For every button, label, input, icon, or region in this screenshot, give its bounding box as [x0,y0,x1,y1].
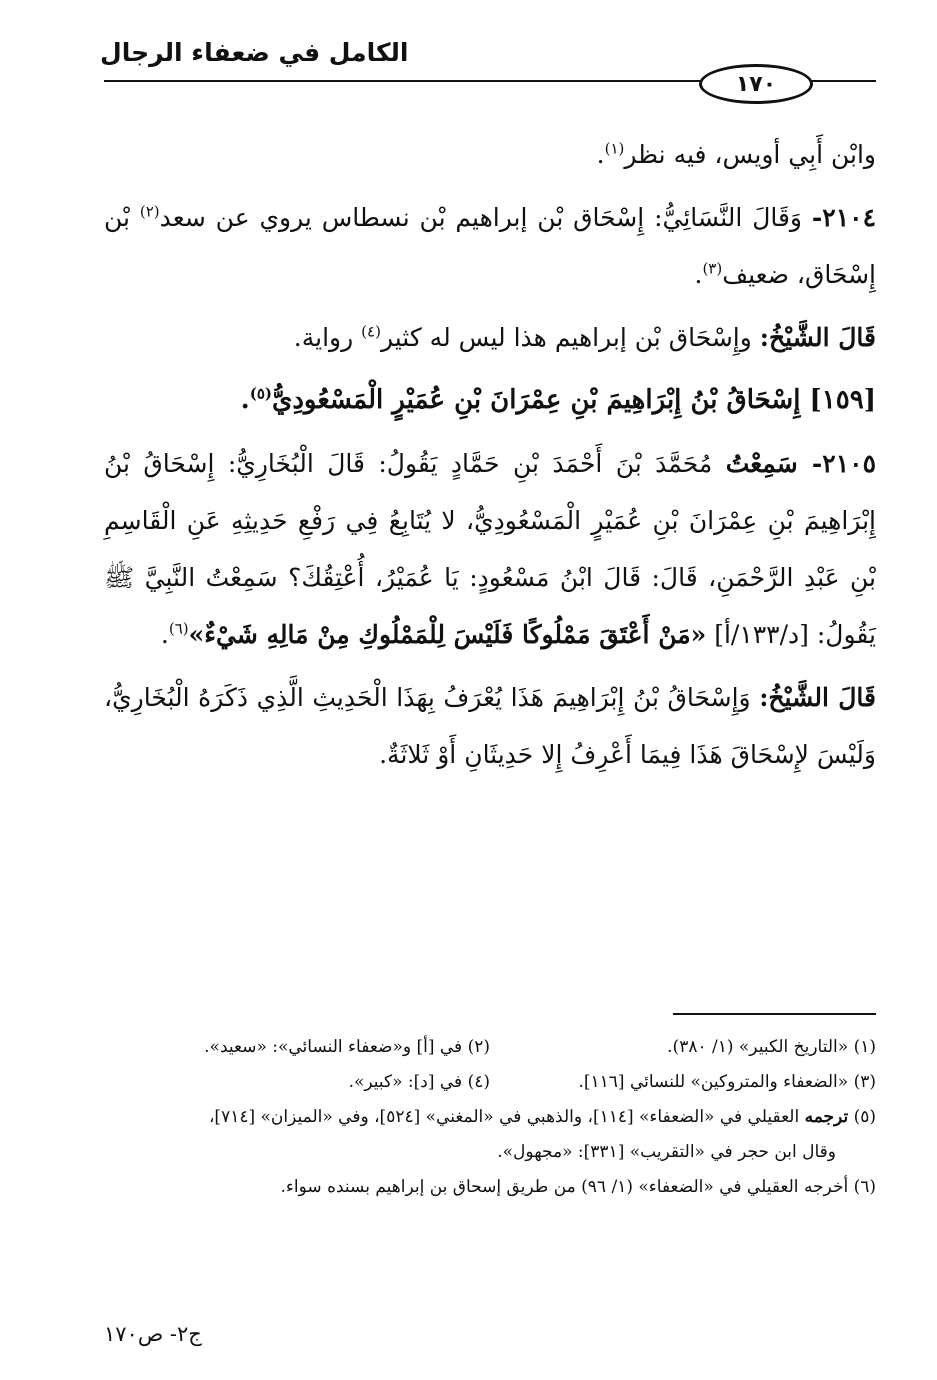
footnote-ref-3: (٣) [702,259,723,278]
entry-number-2105: ٢١٠٥- [811,449,876,478]
footnote-5 [104,1100,876,1135]
heading-text: [١٥٩] إِسْحَاقُ بْنُ إِبْرَاهِيمَ بْنِ عِمْرَانَ بْنِ عُمَيْرٍ الْمَسْعُودِيُّ [271,385,876,415]
footnote-text: العقيلي في «الضعفاء» [١١٤]، والذهبي في «المغني» [٥٢٤]، وفي «الميزان» [٧١٤]، [208,1107,805,1127]
paragraph-1 [104,126,876,183]
footnote-ref-4: (٤) [361,322,381,341]
page-number: ١٧٠ [699,64,813,104]
footnote-separator [673,1013,876,1015]
paragraph-text: رواية. [293,323,362,352]
paragraph-end: . [160,620,169,649]
main-text [104,126,876,783]
hadith-text: «مَنْ أَعْتَقَ مَمْلُوكًا فَلَيْسَ لِلْمَمْلُوكِ مِنْ مَالِهِ شَيْءٌ» [188,620,707,649]
heading-end: . [240,385,250,415]
entry-number-2104: ٢١٠٤- [811,203,876,232]
entry-heading-159 [104,372,876,429]
footnote-row [104,1065,876,1100]
footnote-ref-1: (١) [604,139,625,158]
footnote-number: (٥) [848,1107,876,1127]
footnote-6: (٦) أخرجه العقيلي في «الضعفاء» (١/ ٩٦) من طريق إسحاق بن إبراهيم بسنده سواء. [280,1177,876,1197]
paragraph-sheikh-2 [104,669,876,783]
footnote-5-continued: وقال ابن حجر في «التقريب» [٣٣١]: «مجهول». [497,1142,836,1162]
footnote-ref-5: (٥) [249,384,272,403]
paragraph-2105 [104,435,876,663]
running-title: الكامل في ضعفاء الرجال [100,38,409,67]
paragraph-sheikh-1 [104,309,876,366]
paragraph-text: وابْن أَبِي أويس، فيه نظر [624,140,876,169]
paragraph-text: مُحَمَّدَ بْنَ أَحْمَدَ بْنِ حَمَّادٍ يَقُولُ: قَالَ الْبُخَارِيُّ: إِسْحَاقُ بْنُ إِبْرَاهِيمَ بْنِ عِمْرَانَ بْنِ عُمَيْرٍ الْمَسْعُودِيُّ، لا يُتَابِعُ فِي رَفْعِ حَدِيثِهِ عَنِ الْقَاسِمِ بْنِ عَبْدِ الرَّحْمَنِ، قَالَ: قَالَ ابْنُ مَسْعُودٍ: يَا عُمَيْرُ، أُعْتِقُكَ؟ سَمِعْتُ النَّبِيَّ ﷺ يَقُولُ: [د/١٣٣/أ] [104,449,876,649]
footnote-row [104,1030,876,1065]
sheikh-lead: قَالَ الشَّيْخُ: [759,683,876,712]
paragraph-2104 [104,189,876,303]
footnote-ref-6: (٦) [168,619,189,638]
footnote-lead: ترجمه [804,1107,849,1127]
paragraph-end: . [694,260,703,289]
paragraph-end: . [596,140,605,169]
footnote-1: (١) «التاريخ الكبير» (١/ ٣٨٠). [667,1037,876,1057]
paragraph-text: بْن إِسْحَاق، ضعيف [104,203,876,289]
paragraph-text: وَإِسْحَاقُ بْنُ إِبْرَاهِيمَ هَذَا يُعْرَفُ بِهَذَا الْحَدِيثِ الَّذِي ذَكَرَهُ الْبُخَارِيُّ، وَلَيْسَ لإِسْحَاقَ هَذَا فِيمَا أَعْرِفُ إِلا حَدِيثَانِ أَوْ ثَلاثَةٌ. [104,683,876,769]
footnote-4: (٤) في [د]: «كبير». [348,1072,490,1092]
footnotes [104,1030,876,1205]
footnote-ref-2: (٢) [139,202,160,221]
sheikh-lead: قَالَ الشَّيْخُ: [759,323,876,352]
narration-lead: سَمِعْتُ [725,449,812,478]
paragraph-text: وإِسْحَاق بْن إبراهيم هذا ليس له كثير [380,323,760,352]
volume-page-reference: ج٢- ص١٧٠ [104,1322,202,1346]
footnote-2: (٢) في [أ] و«ضعفاء النسائي»: «سعيد». [204,1037,490,1057]
paragraph-text: وَقَالَ النَّسَائِيُّ: إِسْحَاق بْن إبراهيم بْن نسطاس يروي عن سعد [159,203,812,232]
footnote-3: (٣) «الضعفاء والمتروكين» للنسائي [١١٦]. [578,1072,876,1092]
